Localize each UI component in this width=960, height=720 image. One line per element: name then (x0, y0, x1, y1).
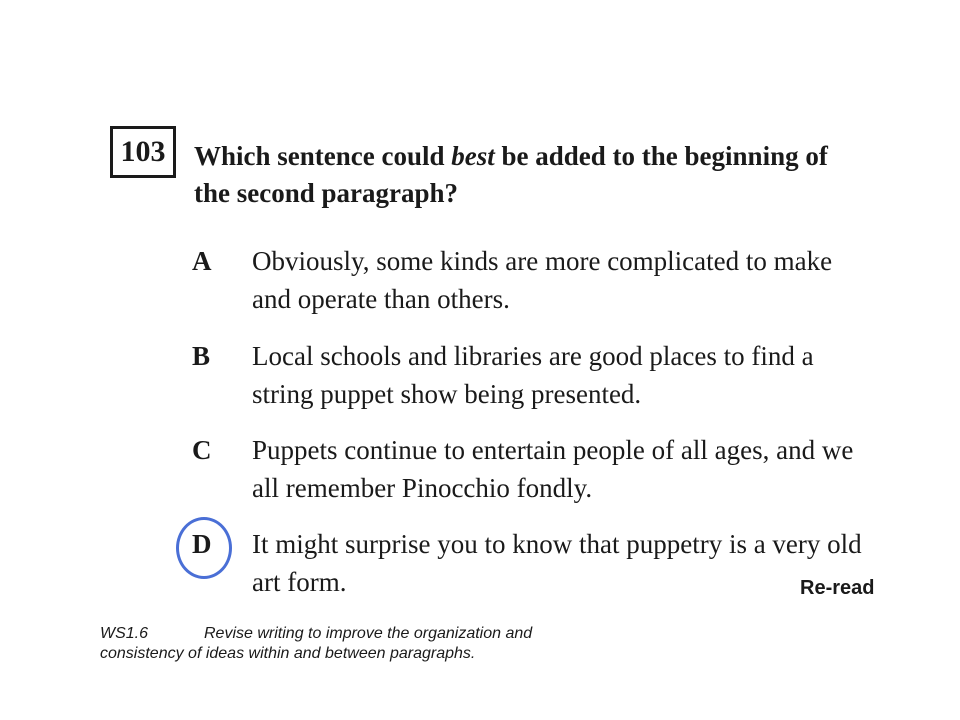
choice-b (192, 337, 872, 413)
choice-a-letter: A (192, 246, 212, 276)
question-suffix: be added to the beginning of the second paragraph? (194, 141, 828, 208)
question-number: 103 (120, 135, 166, 168)
choice-c-text: Puppets continue to entertain people of all ages, and we all remember Pinocchio fondly. (252, 435, 854, 503)
question-emphasis: best (451, 141, 495, 171)
standard-description: Revise writing to improve the organization and consistency of ideas within and between paragraphs. (100, 625, 533, 662)
standard-code: WS1.6 (100, 625, 149, 642)
choice-c-letter: C (192, 435, 212, 465)
choice-a (192, 242, 872, 318)
choice-d-text: It might surprise you to know that puppetry is a very old art form. (252, 529, 862, 597)
answer-circle-annotation (176, 517, 232, 579)
choice-c (192, 431, 872, 507)
choice-b-text: Local schools and libraries are good places to find a string puppet show being presented. (252, 341, 814, 409)
question-number-box (110, 126, 176, 178)
question-prefix: Which sentence could (194, 141, 452, 171)
choice-d-letter: D (192, 529, 212, 559)
reread-label: Re-read (800, 577, 875, 599)
standard-note (100, 624, 570, 664)
question-prompt (194, 138, 834, 212)
choice-b-letter: B (192, 341, 211, 371)
choice-a-text: Obviously, some kinds are more complicated to make and operate than others. (252, 246, 833, 314)
choice-d (192, 525, 875, 601)
